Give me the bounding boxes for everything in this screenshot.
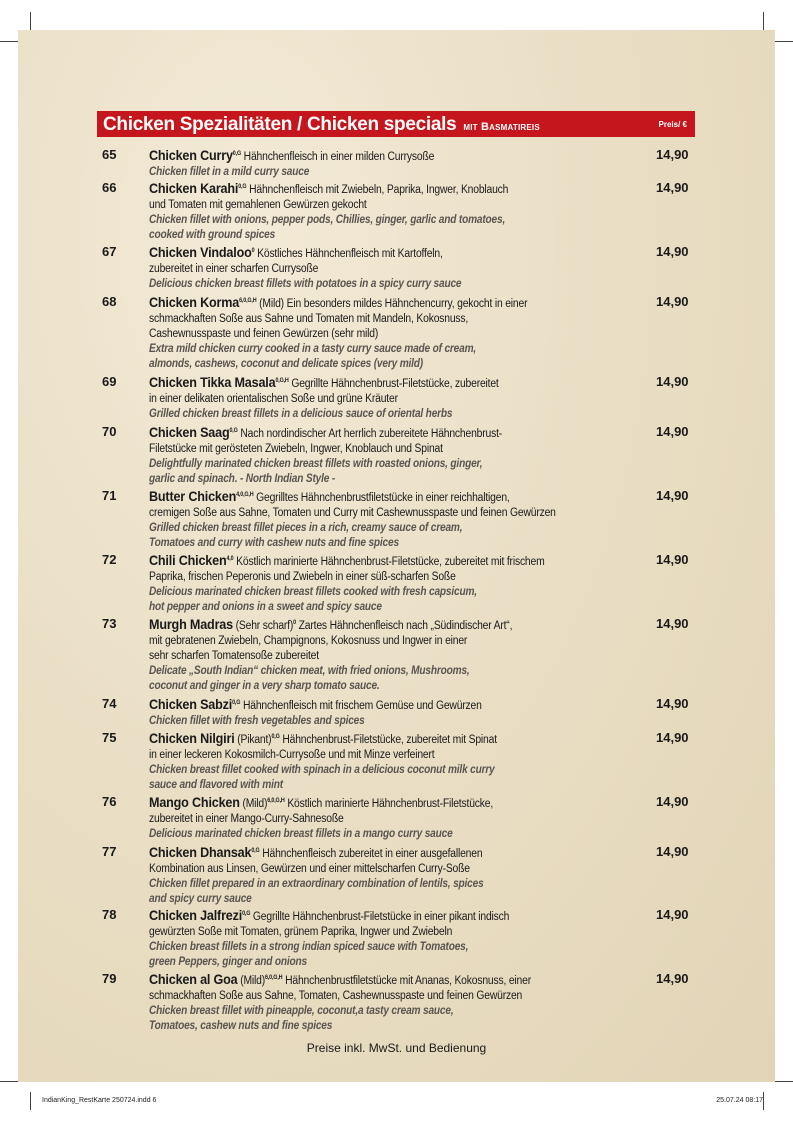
item-german-text — [149, 294, 640, 342]
item-number: 67 — [102, 244, 117, 259]
item-price: 14,90 — [656, 907, 689, 922]
print-slug-date: 25.07.24 08:17 — [716, 1097, 763, 1104]
item-german-text — [149, 730, 640, 763]
item-description — [149, 907, 639, 970]
allergen-codes: 0 — [251, 248, 255, 254]
item-description — [149, 488, 639, 551]
item-name: Chicken Jalfrezi — [149, 906, 243, 923]
price-column-label: Preis/ € — [658, 120, 687, 129]
allergen-codes: 6,0,G,H — [239, 298, 257, 304]
item-german-description: Gegrilltes Hähnchenbrustfiletstücke in einer reichhaltigen, cremigen Soße aus Sahne, Tomaten und Curry mit Cashewnusspaste und feinen Gewürzen — [149, 491, 556, 519]
item-german-description: Gegrillte Hähnchenbrust-Filetstücke, zubereitet in einer delikaten orientalischen Soße und grüne Kräuter — [149, 377, 499, 405]
item-number: 79 — [102, 971, 117, 986]
item-number: 75 — [102, 730, 117, 745]
item-number: 71 — [102, 488, 117, 503]
item-number: 78 — [102, 907, 117, 922]
item-name: Chicken Sabzi — [149, 695, 233, 712]
item-english-text: Delicious marinated chicken breast fillets cooked with fresh capsicum, hot pepper and onions in a sweet and spicy sauce — [149, 585, 477, 613]
allergen-codes: 0,G — [229, 428, 238, 434]
item-english-text: Grilled chicken breast fillets in a delicious sauce of oriental herbs — [149, 407, 453, 420]
item-german-text — [149, 907, 640, 940]
item-description — [149, 794, 639, 842]
item-name: Murgh Madras — [149, 615, 233, 632]
item-english-text: Extra mild chicken curry cooked in a tasty curry sauce made of cream, almonds, cashews, coconut and delicate spices (very mild) — [149, 342, 477, 370]
item-number: 72 — [102, 552, 117, 567]
item-german-description: Hähnchenbrustfiletstücke mit Ananas, Kokosnuss, einer schmackhaften Soße aus Sahne, Tomaten, Cashewnusspaste und feinen Gewürzen — [149, 974, 531, 1002]
item-number: 76 — [102, 794, 117, 809]
item-german-text — [149, 424, 640, 457]
crop-mark — [30, 1092, 31, 1110]
item-english-text: Delicious marinated chicken breast fillets in a mango curry sauce — [149, 827, 453, 840]
crop-mark — [0, 41, 18, 42]
item-english-text: Delicate „South Indian“ chicken meat, with fried onions, Mushrooms, coconut and ginger in a very sharp tomato sauce. — [149, 664, 470, 692]
item-price: 14,90 — [656, 730, 689, 745]
item-number: 73 — [102, 616, 117, 631]
item-german-text — [149, 488, 640, 521]
item-name: Mango Chicken — [149, 793, 240, 810]
item-english-text: Chicken breast fillets in a strong indian spiced sauce with Tomatoes, green Peppers, ginger and onions — [149, 940, 469, 968]
item-price: 14,90 — [656, 616, 689, 631]
item-name: Chicken al Goa — [149, 970, 238, 987]
item-german-text — [149, 374, 640, 407]
item-english-text: Chicken fillet in a mild curry sauce — [149, 165, 310, 178]
item-note: (Mild) — [242, 797, 268, 810]
section-title-text: Chicken Spezialitäten / Chicken specials — [103, 114, 457, 135]
item-german-text — [149, 147, 640, 165]
item-name: Chicken Vindaloo — [149, 243, 252, 260]
item-german-description: Köstlich marinierte Hähnchenbrust-Filetstücke, zubereitet in einer Mango-Curry-Sahnesoße — [149, 797, 494, 825]
item-price: 14,90 — [656, 844, 689, 859]
item-german-text — [149, 244, 640, 277]
section-title — [103, 114, 540, 136]
item-name: Chicken Curry — [149, 146, 233, 163]
item-price: 14,90 — [656, 971, 689, 986]
item-german-description: Nach nordindischer Art herrlich zubereitete Hähnchenbrust- Filetstücke mit gerösteten Zwiebeln, Ingwer, Knoblauch und Spinat — [149, 427, 503, 455]
item-name: Chicken Tikka Masala — [149, 373, 276, 390]
item-price: 14,90 — [656, 552, 689, 567]
item-german-text — [149, 844, 640, 877]
allergen-codes: 4,0 — [226, 556, 234, 562]
item-german-text — [149, 794, 640, 827]
item-german-description: Gegrillte Hähnchenbrust-Filetstücke in einer pikant indisch gewürzten Soße mit Tomaten, grünem Paprika, Ingwer und Zwiebeln — [149, 910, 510, 938]
item-english-text: Chicken breast fillet with pineapple, coconut,a tasty cream sauce, Tomatoes, cashew nuts and fine spices — [149, 1004, 454, 1032]
item-description — [149, 294, 639, 372]
item-price: 14,90 — [656, 424, 689, 439]
allergen-codes: 0,G — [238, 184, 247, 190]
item-name: Chicken Nilgiri — [149, 729, 235, 746]
item-number: 70 — [102, 424, 117, 439]
item-price: 14,90 — [656, 180, 689, 195]
allergen-codes: 0,G — [232, 700, 241, 706]
item-name: Chicken Korma — [149, 293, 240, 310]
item-name: Chicken Karahi — [149, 179, 239, 196]
print-slug-file: IndianKing_RestKarte 250724.indd 6 — [42, 1097, 157, 1104]
item-name: Butter Chicken — [149, 487, 237, 504]
item-german-description: Hähnchenfleisch zubereitet in einer ausgefallenen Kombination aus Linsen, Gewürzen und einer mittelscharfen Curry-Soße — [149, 847, 483, 875]
crop-mark — [775, 1081, 793, 1082]
item-description — [149, 616, 639, 694]
item-price: 14,90 — [656, 147, 689, 162]
item-price: 14,90 — [656, 244, 689, 259]
item-english-text: Grilled chicken breast fillet pieces in a rich, creamy sauce of cream, Tomatoes and curry with cashew nuts and fine spices — [149, 521, 463, 549]
item-german-description: Zartes Hähnchenfleisch nach „Südindischer Art“, mit gebratenen Zwiebeln, Champignons, Kokosnuss und Ingwer in einer sehr scharfen Tomatensoße zubereitet — [149, 619, 513, 662]
item-german-description: Köstliches Hähnchenfleisch mit Kartoffeln, zubereitet in einer scharfen Currysoße — [149, 247, 443, 275]
item-price: 14,90 — [656, 488, 689, 503]
item-german-text — [149, 180, 640, 213]
item-description — [149, 730, 639, 793]
item-german-description: Hähnchenfleisch mit Zwiebeln, Paprika, Ingwer, Knoblauch und Tomaten mit gemahlenen Gewürzen gekocht — [149, 183, 509, 211]
section-header — [97, 111, 695, 137]
item-note: (Sehr scharf) — [235, 619, 294, 632]
item-price: 14,90 — [656, 696, 689, 711]
item-price: 14,90 — [656, 374, 689, 389]
item-german-description: (Mild) Ein besonders mildes Hähnchencurry, gekocht in einer schmackhaften Soße aus Sahne und Tomaten mit Mandeln, Kokosnuss, Cashewnusspaste und feinen Gewürzen (sehr mild) — [149, 297, 528, 340]
item-name: Chicken Saag — [149, 423, 230, 440]
item-price: 14,90 — [656, 794, 689, 809]
item-number: 66 — [102, 180, 117, 195]
section-subtitle: mit Basmatireis — [463, 121, 540, 133]
crop-mark — [0, 1081, 18, 1082]
item-german-text — [149, 971, 640, 1004]
crop-mark — [763, 12, 764, 30]
item-number: 68 — [102, 294, 117, 309]
item-name: Chicken Dhansak — [149, 843, 252, 860]
item-description — [149, 244, 639, 292]
allergen-codes: 0,G — [251, 848, 260, 854]
item-description — [149, 844, 639, 907]
item-description — [149, 374, 639, 422]
item-number: 65 — [102, 147, 117, 162]
item-german-description: Hähnchenfleisch in einer milden Currysoße — [243, 150, 435, 163]
allergen-codes: 0,G — [232, 151, 241, 157]
item-number: 74 — [102, 696, 117, 711]
item-english-text: Chicken breast fillet cooked with spinach in a delicious coconut milk curry sauce and flavored with mint — [149, 763, 495, 791]
item-description — [149, 971, 639, 1034]
item-english-text: Chicken fillet with fresh vegetables and spices — [149, 714, 365, 727]
allergen-codes: 0 — [293, 620, 296, 626]
item-description — [149, 552, 639, 615]
allergen-codes: 0,G — [271, 734, 280, 740]
item-price: 14,90 — [656, 294, 689, 309]
item-german-description: Hähnchenbrust-Filetstücke, zubereitet mit Spinat in einer leckeren Kokosmilch-Currysoße und mit Minze verfeinert — [149, 733, 497, 761]
allergen-codes: 0,G — [242, 911, 251, 917]
crop-mark — [30, 12, 31, 30]
allergen-codes: 0,G,H — [275, 378, 289, 384]
item-name: Chili Chicken — [149, 551, 227, 568]
item-note: (Mild) — [240, 974, 266, 987]
item-german-text — [149, 696, 640, 714]
item-german-description: Hähnchenfleisch mit frischem Gemüse und Gewürzen — [242, 699, 482, 712]
item-german-text — [149, 552, 640, 585]
allergen-codes: 6,0,G,H — [265, 975, 283, 981]
crop-mark — [775, 41, 793, 42]
item-english-text: Chicken fillet prepared in an extraordinary combination of lentils, spices and spicy curry sauce — [149, 877, 484, 905]
item-note: (Pikant) — [237, 733, 272, 746]
item-english-text: Delicious chicken breast fillets with potatoes in a spicy curry sauce — [149, 277, 462, 290]
footer-note: Preise inkl. MwSt. und Bedienung — [306, 1041, 487, 1055]
item-description — [149, 696, 639, 729]
item-english-text: Delightfully marinated chicken breast fillets with roasted onions, ginger, garlic and spinach. - North Indian Style - — [149, 457, 483, 485]
item-german-description: Köstlich marinierte Hähnchenbrust-Filetstücke, zubereitet mit frischem Paprika, frischen Peperonis und Zwiebeln in einer süß-scharfen Soße — [149, 555, 545, 583]
item-number: 77 — [102, 844, 117, 859]
item-german-text — [149, 616, 640, 664]
crop-mark — [763, 1092, 764, 1110]
item-number: 69 — [102, 374, 117, 389]
item-description — [149, 424, 639, 487]
allergen-codes: 4,0,G,H — [236, 492, 254, 498]
item-english-text: Chicken fillet with onions, pepper pods, Chillies, ginger, garlic and tomatoes, cooked with ground spices — [149, 213, 506, 241]
item-description — [149, 147, 639, 180]
allergen-codes: 6,0,G,H — [267, 798, 285, 804]
item-description — [149, 180, 639, 243]
